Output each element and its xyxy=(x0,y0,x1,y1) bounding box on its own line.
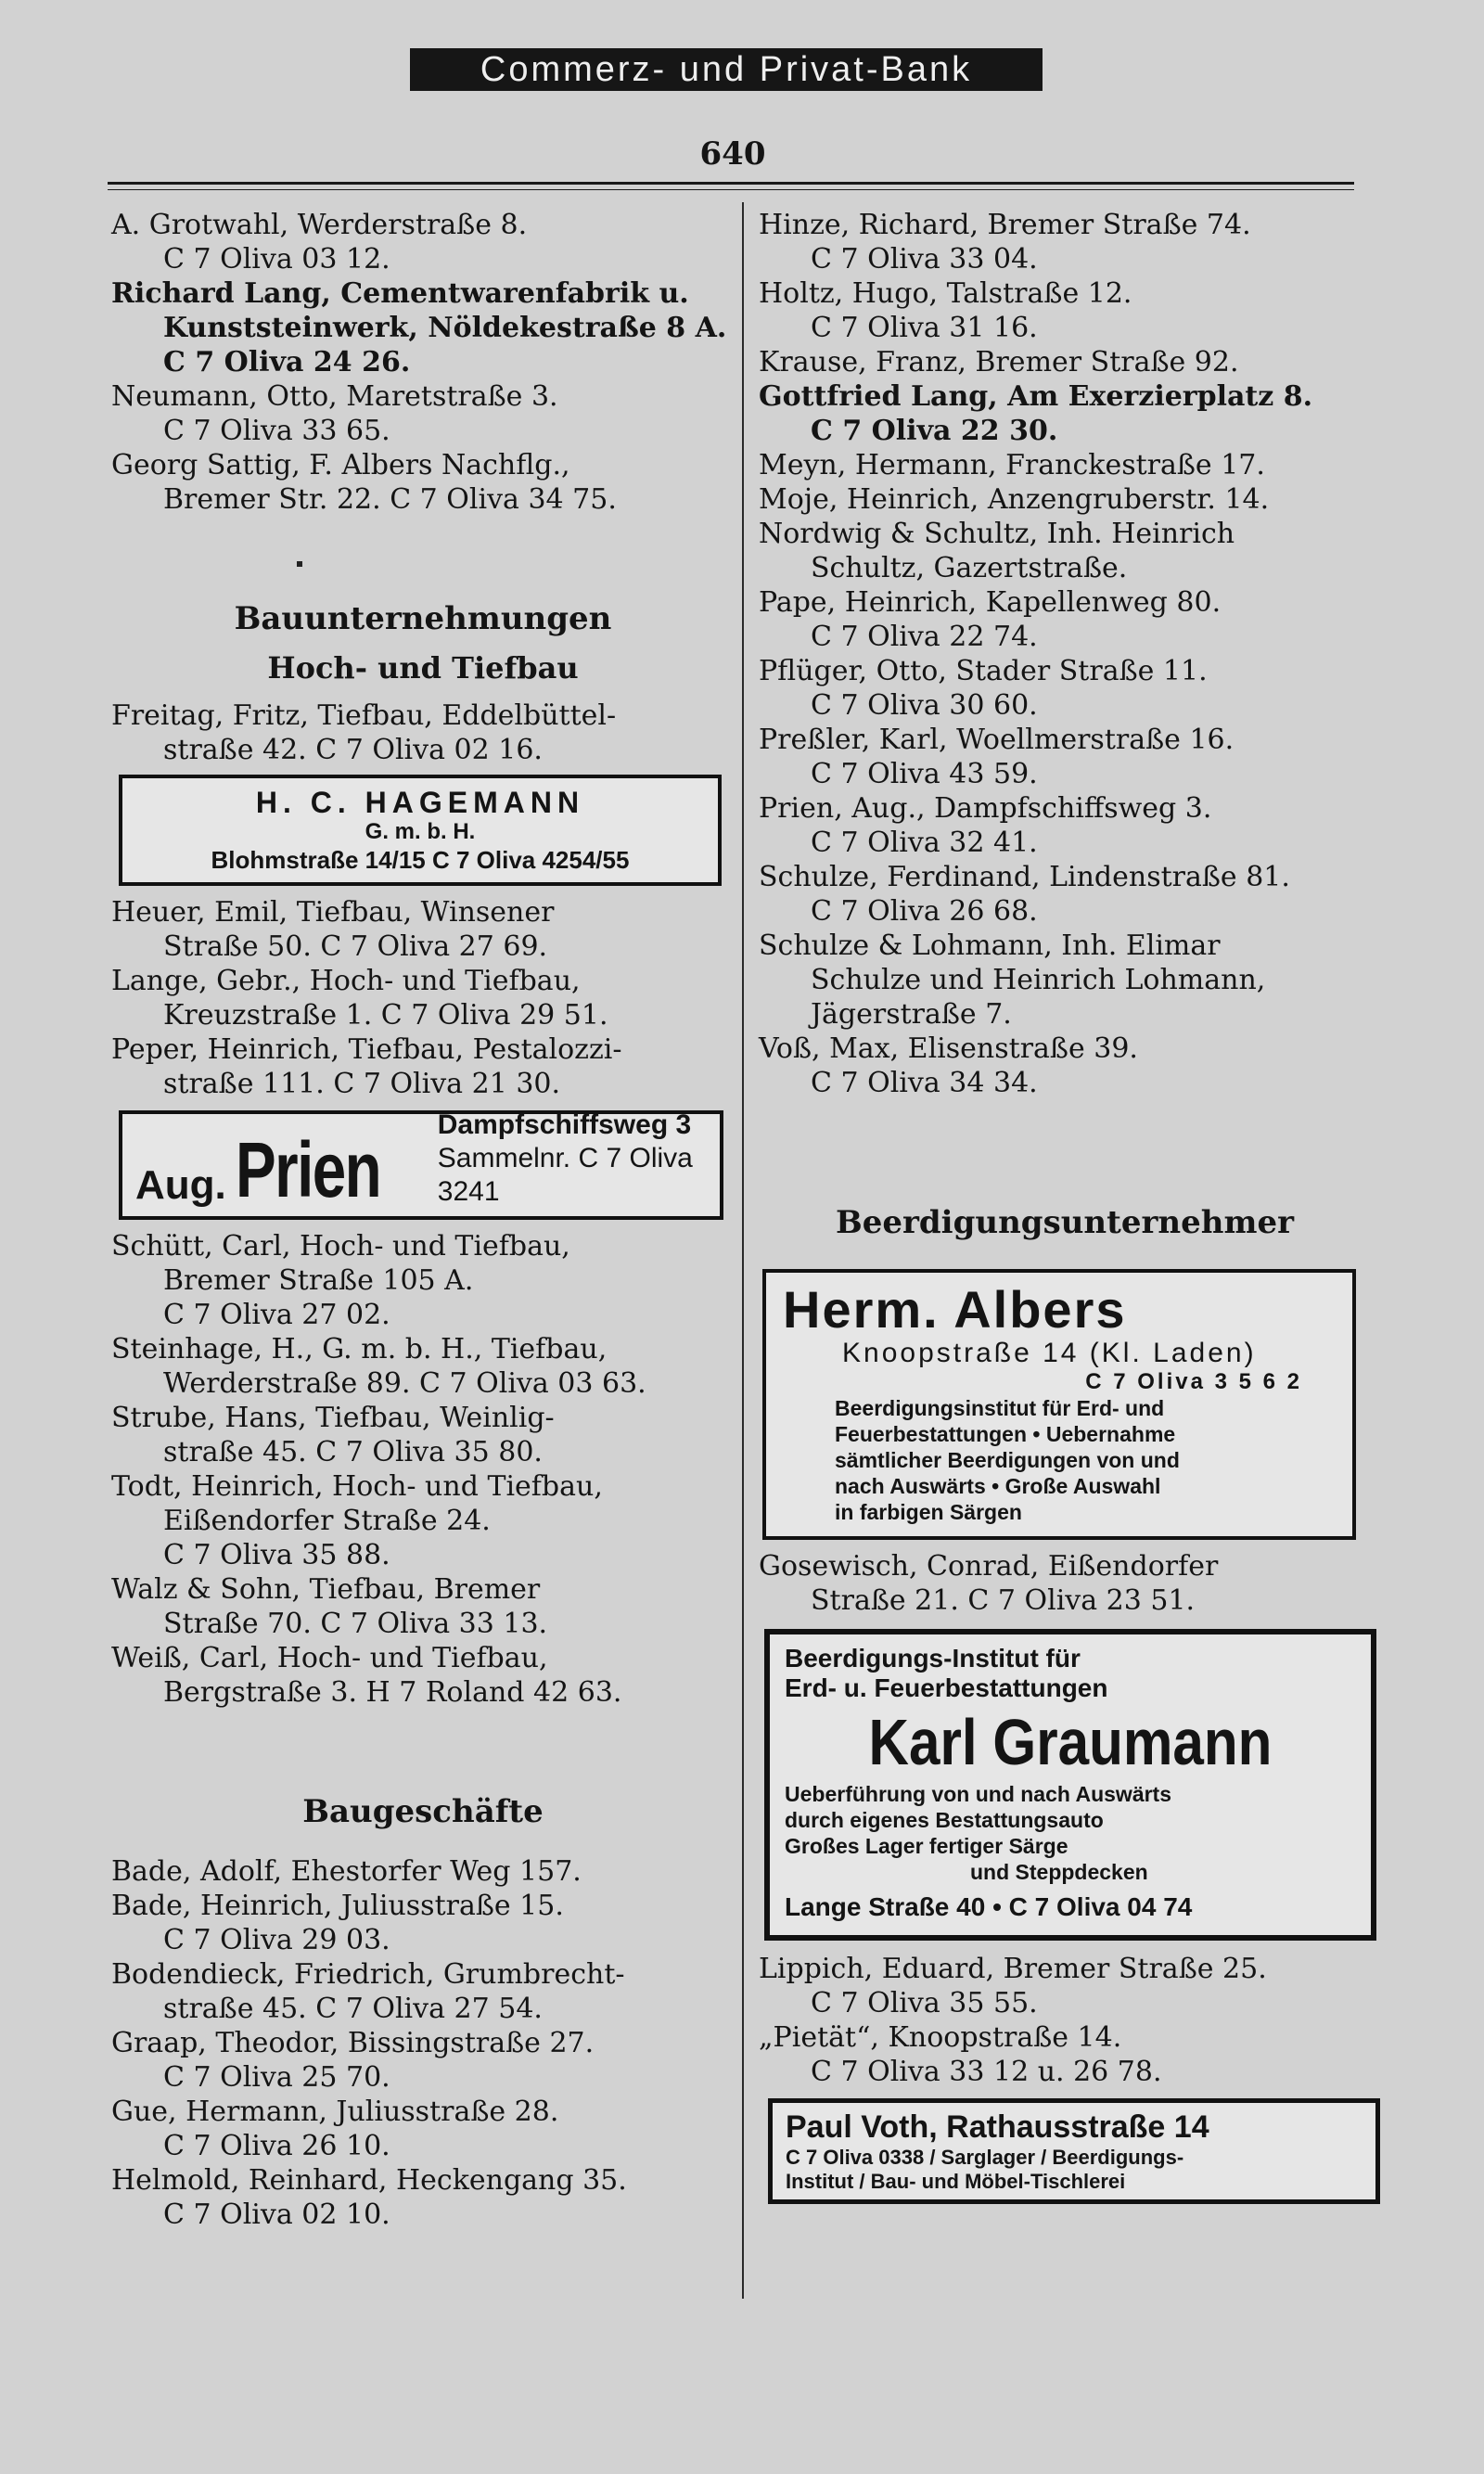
entry-line-2: Werderstraße 89. C 7 Oliva 03 63. xyxy=(163,1367,646,1400)
list-item xyxy=(111,208,735,276)
list-item xyxy=(111,895,735,964)
entry-line-3: C 7 Oliva 35 88. xyxy=(163,1539,390,1571)
ad-albers-desc-4: nach Auswärts • Große Auswahl xyxy=(835,1474,1161,1498)
entry-line-1: Steinhage, H., G. m. b. H., Tiefbau, xyxy=(111,1333,608,1365)
list-item xyxy=(759,1952,1371,2020)
ad-albers-desc-1: Beerdigungsinstitut für Erd- und xyxy=(835,1396,1165,1420)
entry-line-1: Bade, Heinrich, Juliusstraße 15. xyxy=(111,1890,564,1922)
entry-line-1: Bade, Adolf, Ehestorfer Weg 157. xyxy=(111,1855,582,1888)
ad-albers-desc-3: sämtlicher Beerdigungen von und xyxy=(835,1448,1180,1472)
entry-line-2: C 7 Oliva 43 59. xyxy=(811,758,1038,790)
list-item xyxy=(759,276,1371,345)
entry-line-2: C 7 Oliva 33 04. xyxy=(811,243,1038,276)
entry-line-1: Helmold, Reinhard, Heckengang 35. xyxy=(111,2164,627,2197)
entry-line-1: „Pietät“, Knoopstraße 14. xyxy=(759,2021,1122,2054)
bank-banner: Commerz- und Privat-Bank xyxy=(410,48,1043,91)
entry-line-2: Kunststeinwerk, Nöldekestraße 8 A. xyxy=(163,312,727,344)
ad-hagemann-address: Blohmstraße 14/15 C 7 Oliva 4254/55 xyxy=(211,846,630,874)
entry-line-1: Strube, Hans, Tiefbau, Weinlig- xyxy=(111,1402,555,1434)
list-item xyxy=(111,2026,735,2095)
list-item xyxy=(111,1957,735,2026)
section-dot xyxy=(111,517,735,591)
list-item xyxy=(759,2020,1371,2089)
entry-line-2: straße 111. C 7 Oliva 21 30. xyxy=(163,1068,561,1100)
list-item xyxy=(111,1889,735,1957)
right-column xyxy=(759,208,1371,2204)
ad-hagemann-form: G. m. b. H. xyxy=(365,819,476,844)
list-item xyxy=(759,517,1371,585)
entry-line-1: Schulze & Lohmann, Inh. Elimar xyxy=(759,929,1221,962)
entry-line-1: Holtz, Hugo, Talstraße 12. xyxy=(759,277,1132,310)
entry-line-2: C 7 Oliva 33 65. xyxy=(163,415,390,447)
entry-line-2: C 7 Oliva 29 03. xyxy=(163,1924,390,1956)
entry-line-1: Schulze, Ferdinand, Lindenstraße 81. xyxy=(759,861,1290,893)
left-column xyxy=(111,208,735,2232)
entry-line-2: straße 45. C 7 Oliva 27 54. xyxy=(163,1993,543,2025)
entry-line-2: Straße 50. C 7 Oliva 27 69. xyxy=(163,930,548,963)
ad-voth-desc-1: C 7 Oliva 0338 / Sarglager / Beerdigungs- xyxy=(786,2146,1184,2169)
entry-line-2: Straße 70. C 7 Oliva 33 13. xyxy=(163,1608,548,1640)
entry-line-1: Gosewisch, Conrad, Eißendorfer xyxy=(759,1550,1219,1583)
list-item xyxy=(111,964,735,1032)
section-subheading-hoch-tiefbau: Hoch- und Tiefbau xyxy=(267,650,579,686)
list-item xyxy=(111,2095,735,2163)
ad-graumann-footer: Lange Straße 40 • C 7 Oliva 04 74 xyxy=(785,1892,1193,1921)
entry-line-1: Heuer, Emil, Tiefbau, Winsener xyxy=(111,896,555,929)
header-rule-bottom xyxy=(108,189,1354,190)
entry-line-1: Georg Sattig, F. Albers Nachflg., xyxy=(111,449,570,481)
list-item xyxy=(759,723,1371,791)
entry-line-1: Lange, Gebr., Hoch- und Tiefbau, xyxy=(111,965,581,997)
entry-line-1: Hinze, Richard, Bremer Straße 74. xyxy=(759,209,1251,241)
entry-line-1: Neumann, Otto, Maretstraße 3. xyxy=(111,380,558,413)
ad-graumann-header-1: Beerdigungs-Institut für xyxy=(785,1644,1081,1673)
section-heading-beerdigungsunternehmer: Beerdigungsunternehmer xyxy=(835,1204,1294,1241)
entry-line-1: Bodendieck, Friedrich, Grumbrecht- xyxy=(111,1958,625,1991)
ad-prien-last: Prien xyxy=(235,1126,380,1213)
entry-line-1: Krause, Franz, Bremer Straße 92. xyxy=(759,346,1239,378)
entry-line-1: Nordwig & Schultz, Inh. Heinrich xyxy=(759,518,1235,550)
list-item xyxy=(111,276,735,379)
list-item xyxy=(111,1854,735,1889)
entry-line-2: Schulze und Heinrich Lohmann, xyxy=(811,964,1266,996)
entry-line-1: Moje, Heinrich, Anzengruberstr. 14. xyxy=(759,483,1270,516)
list-item xyxy=(111,1032,735,1101)
entry-line-2: C 7 Oliva 34 34. xyxy=(811,1067,1038,1099)
list-item xyxy=(759,929,1371,1032)
entry-line-2: C 7 Oliva 26 10. xyxy=(163,2130,390,2162)
entry-line-2: Bremer Straße 105 A. xyxy=(163,1264,474,1297)
list-item xyxy=(759,345,1371,379)
list-item xyxy=(111,1401,735,1469)
entry-line-2: C 7 Oliva 22 74. xyxy=(811,621,1038,653)
ad-albers-phone: C 7 Oliva 3 5 6 2 xyxy=(1085,1369,1302,1394)
ad-hagemann xyxy=(119,775,722,886)
entry-line-3: C 7 Oliva 24 26. xyxy=(163,346,411,378)
entry-line-1: Preßler, Karl, Woellmerstraße 16. xyxy=(759,724,1235,756)
ad-albers-address: Knoopstraße 14 (Kl. Laden) xyxy=(842,1338,1257,1368)
ad-graumann-name: Karl Graumann xyxy=(868,1706,1273,1778)
ad-graumann-desc-4: und Steppdecken xyxy=(970,1860,1148,1884)
entry-line-1: Schütt, Carl, Hoch- und Tiefbau, xyxy=(111,1230,570,1263)
ad-graumann-header-2: Erd- u. Feuerbestattungen xyxy=(785,1673,1108,1702)
ad-prien-first: Aug. xyxy=(135,1162,226,1208)
ad-prien-street: Dampfschiffsweg 3 xyxy=(437,1109,692,1140)
entry-line-1: Gue, Hermann, Juliusstraße 28. xyxy=(111,2096,559,2128)
entry-line-2: C 7 Oliva 25 70. xyxy=(163,2061,390,2094)
list-item xyxy=(759,860,1371,929)
ad-albers-desc-2: Feuerbestattungen • Uebernahme xyxy=(835,1422,1176,1446)
list-item xyxy=(111,1572,735,1641)
entry-line-2: Bremer Str. 22. C 7 Oliva 34 75. xyxy=(163,483,617,516)
entry-line-2: Kreuzstraße 1. C 7 Oliva 29 51. xyxy=(163,999,608,1032)
ad-voth xyxy=(768,2098,1380,2204)
entry-line-1: Peper, Heinrich, Tiefbau, Pestalozzi- xyxy=(111,1033,622,1066)
entry-line-2: C 7 Oliva 02 10. xyxy=(163,2198,390,2231)
list-item xyxy=(759,1549,1371,1618)
list-item xyxy=(111,699,735,767)
entry-line-3: Jägerstraße 7. xyxy=(811,998,1012,1031)
entry-line-2: straße 42. C 7 Oliva 02 16. xyxy=(163,734,543,766)
entry-line-2: Bergstraße 3. H 7 Roland 42 63. xyxy=(163,1676,622,1709)
entry-line-2: C 7 Oliva 30 60. xyxy=(811,689,1038,722)
entry-line-1: Meyn, Hermann, Franckestraße 17. xyxy=(759,449,1265,481)
list-item xyxy=(111,2163,735,2232)
entry-line-2: C 7 Oliva 33 12 u. 26 78. xyxy=(811,2056,1162,2088)
list-item xyxy=(759,1032,1371,1100)
entry-line-1: Pape, Heinrich, Kapellenweg 80. xyxy=(759,586,1222,619)
entry-line-1: Todt, Heinrich, Hoch- und Tiefbau, xyxy=(111,1470,603,1503)
entry-line-1: Pflüger, Otto, Stader Straße 11. xyxy=(759,655,1208,687)
list-item xyxy=(111,1332,735,1401)
entry-line-2: C 7 Oliva 35 55. xyxy=(811,1987,1038,2019)
ad-prien-address xyxy=(438,1109,707,1209)
list-item xyxy=(759,208,1371,276)
list-item xyxy=(111,1641,735,1710)
entry-line-1: Gottfried Lang, Am Exerzierplatz 8. xyxy=(759,380,1313,413)
ad-albers-name: Herm. Albers xyxy=(783,1280,1127,1339)
header-rule-top xyxy=(108,182,1354,185)
list-item xyxy=(111,1469,735,1572)
entry-line-1: Weiß, Carl, Hoch- und Tiefbau, xyxy=(111,1642,548,1674)
ad-albers xyxy=(762,1269,1356,1540)
ad-graumann xyxy=(764,1629,1376,1941)
ad-prien xyxy=(119,1110,723,1220)
list-item xyxy=(759,654,1371,723)
entry-line-2: C 7 Oliva 32 41. xyxy=(811,827,1038,859)
entry-line-2: C 7 Oliva 31 16. xyxy=(811,312,1038,344)
list-item xyxy=(111,379,735,448)
ad-hagemann-name: H. C. HAGEMANN xyxy=(255,786,585,819)
entry-line-1: A. Grotwahl, Werderstraße 8. xyxy=(111,209,528,241)
entry-line-2: Straße 21. C 7 Oliva 23 51. xyxy=(811,1584,1196,1617)
section-heading-baugeschaefte: Baugeschäfte xyxy=(302,1793,544,1830)
ad-prien-phone: Sammelnr. C 7 Oliva 3241 xyxy=(437,1143,693,1207)
page-number: 640 xyxy=(699,135,766,173)
entry-line-2: straße 45. C 7 Oliva 35 80. xyxy=(163,1436,543,1468)
entry-line-1: Prien, Aug., Dampfschiffsweg 3. xyxy=(759,792,1212,825)
entry-line-2: C 7 Oliva 03 12. xyxy=(163,243,390,276)
column-divider xyxy=(742,202,744,2299)
list-item xyxy=(759,379,1371,448)
entry-line-1: Graap, Theodor, Bissingstraße 27. xyxy=(111,2027,595,2059)
entry-line-2: Eißendorfer Straße 24. xyxy=(163,1505,491,1537)
entry-line-2: C 7 Oliva 26 68. xyxy=(811,895,1038,928)
ad-albers-desc-5: in farbigen Särgen xyxy=(835,1500,1022,1524)
entry-line-1: Lippich, Eduard, Bremer Straße 25. xyxy=(759,1953,1267,1985)
list-item xyxy=(111,1229,735,1332)
section-heading-bauunternehmungen: Bauunternehmungen xyxy=(234,600,612,637)
entry-line-2: Schultz, Gazertstraße. xyxy=(811,552,1128,584)
list-item xyxy=(759,791,1371,860)
ad-graumann-desc-1: Ueberführung von und nach Auswärts xyxy=(785,1782,1172,1806)
list-item xyxy=(759,448,1371,482)
entry-line-1: Walz & Sohn, Tiefbau, Bremer xyxy=(111,1573,541,1606)
ad-graumann-desc-2: durch eigenes Bestattungsauto xyxy=(785,1808,1104,1832)
ad-graumann-desc-3: Großes Lager fertiger Särge xyxy=(785,1834,1068,1858)
ad-voth-name: Paul Voth, Rathausstraße 14 xyxy=(786,2109,1209,2145)
entry-line-1: Richard Lang, Cementwarenfabrik u. xyxy=(111,277,689,310)
entry-line-1: Voß, Max, Elisenstraße 39. xyxy=(759,1032,1138,1065)
list-item xyxy=(759,482,1371,517)
entry-line-3: C 7 Oliva 27 02. xyxy=(163,1299,390,1331)
list-item xyxy=(111,448,735,517)
entry-line-1: Freitag, Fritz, Tiefbau, Eddelbüttel- xyxy=(111,699,617,732)
ad-voth-desc-2: Institut / Bau- und Möbel-Tischlerei xyxy=(786,2170,1126,2193)
list-item xyxy=(759,585,1371,654)
entry-line-2: C 7 Oliva 22 30. xyxy=(811,415,1058,447)
